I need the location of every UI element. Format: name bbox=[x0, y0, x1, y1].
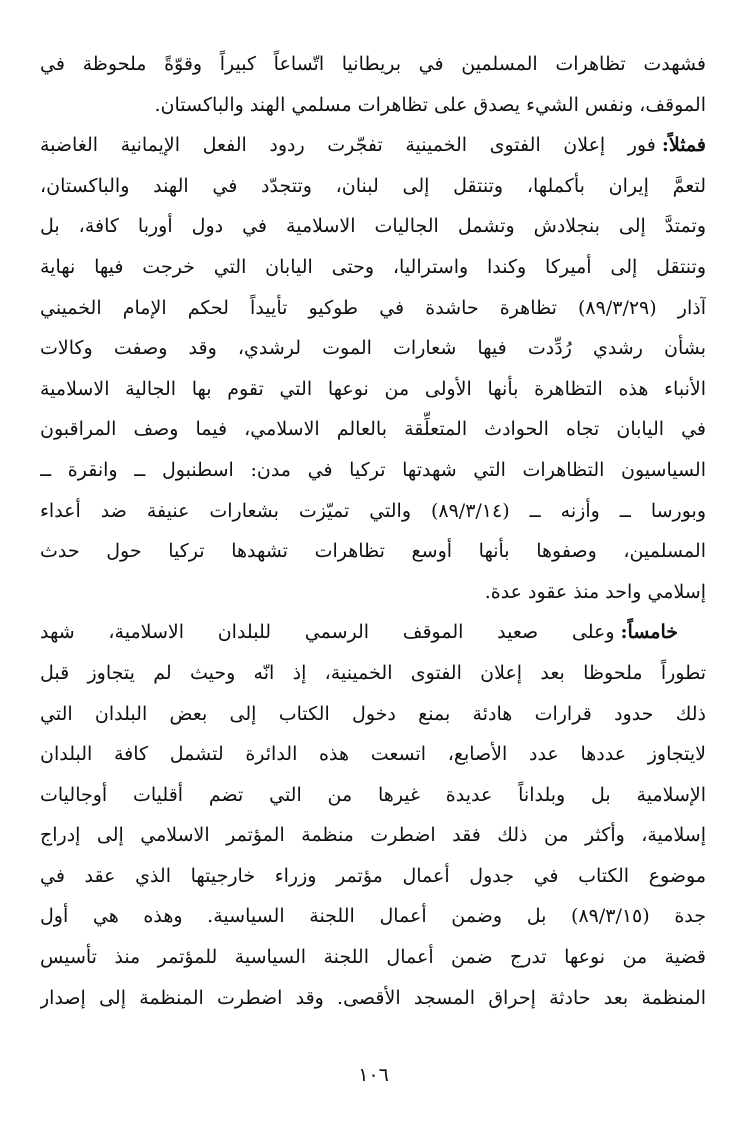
text-line: المنظمة بعد حادثة إحراق المسجد الأقصى. وقد اضطرت المنظمة إلى إصدار bbox=[40, 986, 706, 1009]
text-line: خامساً:وعلى صعيد الموقف الرسمي للبلدان الاسلامية، شهد bbox=[40, 621, 678, 644]
section-lead: خامساً: bbox=[620, 621, 678, 644]
text-line: وبورسا ــ وأزنه ــ (٨٩/٣/١٤) والتي تميّزت بشعارات عنيفة ضد أعداء bbox=[40, 499, 706, 522]
text-line: الأنباء هذه التظاهرة بأنها الأولى من نوعها التي تقوم بها الجالية الاسلامية bbox=[40, 377, 706, 400]
text-line: الموقف، ونفس الشيء يصدق على تظاهرات مسلمي الهند والباكستان. bbox=[154, 93, 706, 116]
page-body bbox=[40, 44, 706, 1094]
text-line: بشأن رشدي رُدِّدت فيها شعارات الموت لرشدي، وقد وصفت وكالات bbox=[40, 337, 706, 360]
text-line: في اليابان تجاه الحوادث المتعلِّقة بالعالم الاسلامي، فيما وصف المراقبون bbox=[40, 418, 706, 441]
text-line: فمثلاً:فور إعلان الفتوى الخمينية تفجّرت ردود الفعل الإيمانية الغاضبة bbox=[40, 134, 706, 157]
text-line: وتنتقل إلى أميركا وكندا واستراليا، وحتى اليابان التي خرجت فيها نهاية bbox=[40, 255, 706, 278]
text-line: إسلامية، وأكثر من ذلك فقد اضطرت منظمة المؤتمر الاسلامي إلى إدراج bbox=[40, 824, 706, 847]
text-line: موضوع الكتاب في جدول أعمال مؤتمر وزراء خارجيتها الذي عقد في bbox=[40, 864, 706, 887]
text-line: إسلامي واحد منذ عقود عدة. bbox=[484, 580, 706, 603]
text-line: لتعمَّ إيران بأكملها، وتنتقل إلى لبنان، وتتجدّد في الهند والباكستان، bbox=[40, 174, 706, 197]
text-line: وتمتدَّ إلى بنجلادش وتشمل الجاليات الاسلامية في دول أوربا كافة، بل bbox=[40, 215, 706, 238]
text-line: السياسيون التظاهرات التي شهدتها تركيا في مدن: اسطنبول ــ وانقرة ــ bbox=[40, 458, 706, 481]
text-line: فشهدت تظاهرات المسلمين في بريطانيا اتّساعاً كبيراً وقوّةً ملحوظة في bbox=[40, 53, 706, 75]
section-lead: فمثلاً: bbox=[661, 134, 706, 157]
text-line: جدة (٨٩/٣/١٥) بل وضمن أعمال اللجنة السياسية. وهذه هي أول bbox=[40, 905, 706, 928]
text-line: المسلمين، وصفوها بأنها أوسع تظاهرات تشهدها تركيا حول حدث bbox=[40, 540, 706, 563]
text-line: قضية من نوعها تدرج ضمن أعمال اللجنة السياسية للمؤتمر منذ تأسيس bbox=[40, 946, 706, 969]
text-line: تطوراً ملحوظا بعد إعلان الفتوى الخمينية، إذ انّه وحيث لم يتجاوز قبل bbox=[40, 661, 706, 684]
text-line: لايتجاوز عددها عدد الأصابع، اتسعت هذه الدائرة لتشمل كافة البلدان bbox=[40, 743, 706, 766]
text-line: ذلك حدود قرارات هادئة بمنع دخول الكتاب إلى بعض البلدان التي bbox=[40, 702, 706, 725]
text-line: الإسلامية بل وبلداناً عديدة غيرها من التي تضم أقليات أوجاليات bbox=[40, 783, 706, 806]
text-line: آذار (٨٩/٣/٢٩) تظاهرة حاشدة في طوكيو تأييداً لحكم الإمام الخميني bbox=[40, 296, 706, 319]
page-number: ١٠٦ bbox=[358, 1064, 389, 1086]
